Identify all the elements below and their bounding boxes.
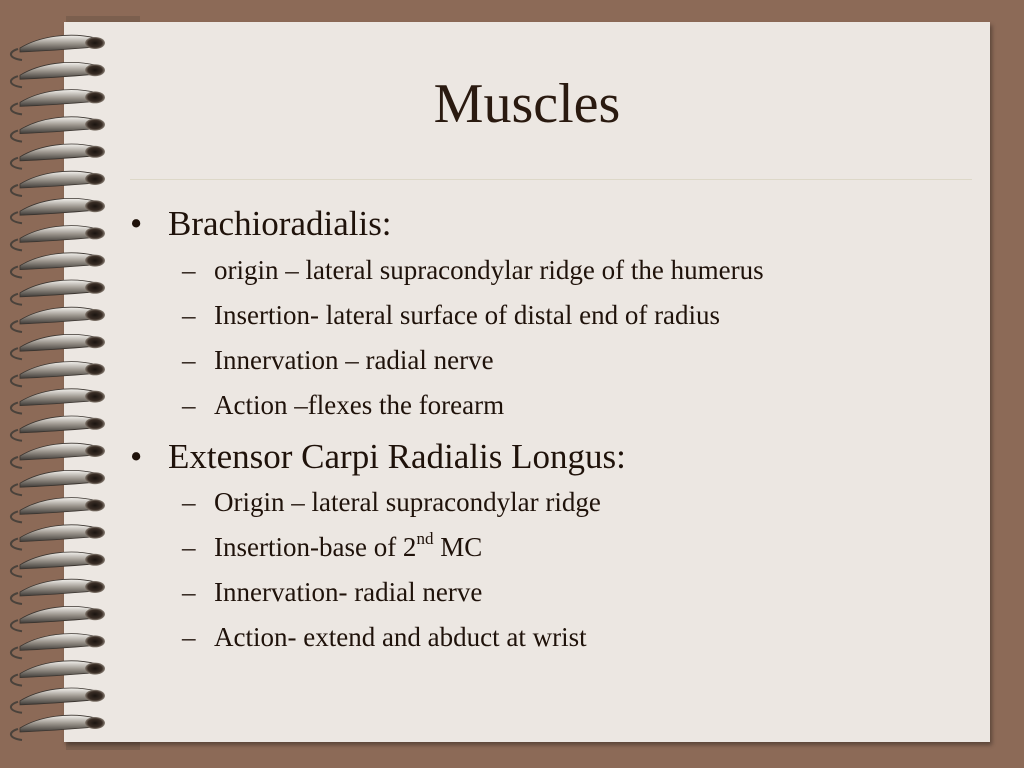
bullet-glyph: • — [130, 437, 143, 476]
sub-text: Origin – lateral supracondylar ridge — [214, 487, 601, 517]
sub-text: Insertion- lateral surface of distal end of radius — [214, 300, 721, 330]
sub-item — [182, 302, 720, 329]
dash-glyph: – — [182, 390, 196, 420]
bullet-item — [130, 439, 626, 474]
dash-glyph: – — [182, 577, 196, 607]
sub-text: Action –flexes the forearm — [214, 390, 505, 420]
sub-item — [182, 257, 764, 284]
sub-item — [182, 347, 494, 374]
bullet-glyph: • — [130, 204, 143, 243]
slide-title: Muscles — [433, 73, 621, 135]
sub-text: Innervation- radial nerve — [214, 577, 483, 607]
sub-text-pre: Insertion-base of 2 — [214, 532, 417, 562]
dash-glyph: – — [182, 300, 196, 330]
bullet-label: Brachioradialis: — [168, 204, 392, 243]
dash-glyph: – — [182, 345, 196, 375]
bullet-label: Extensor Carpi Radialis Longus: — [168, 437, 626, 476]
dash-glyph: – — [182, 487, 196, 517]
sub-item — [182, 392, 504, 419]
sub-text: Innervation – radial nerve — [214, 345, 494, 375]
dash-glyph: – — [182, 532, 196, 562]
sub-item — [182, 579, 482, 606]
sub-item — [182, 529, 483, 562]
dash-glyph: – — [182, 255, 196, 285]
sub-text-post: MC — [433, 532, 483, 562]
dash-glyph: – — [182, 622, 196, 652]
sub-item — [182, 624, 587, 651]
sub-text: Action- extend and abduct at wrist — [214, 622, 587, 652]
sub-text: origin – lateral supracondylar ridge of the humerus — [214, 255, 764, 285]
bullet-item — [130, 206, 392, 241]
sub-text-superscript: nd — [416, 529, 434, 548]
sub-item — [182, 489, 601, 516]
